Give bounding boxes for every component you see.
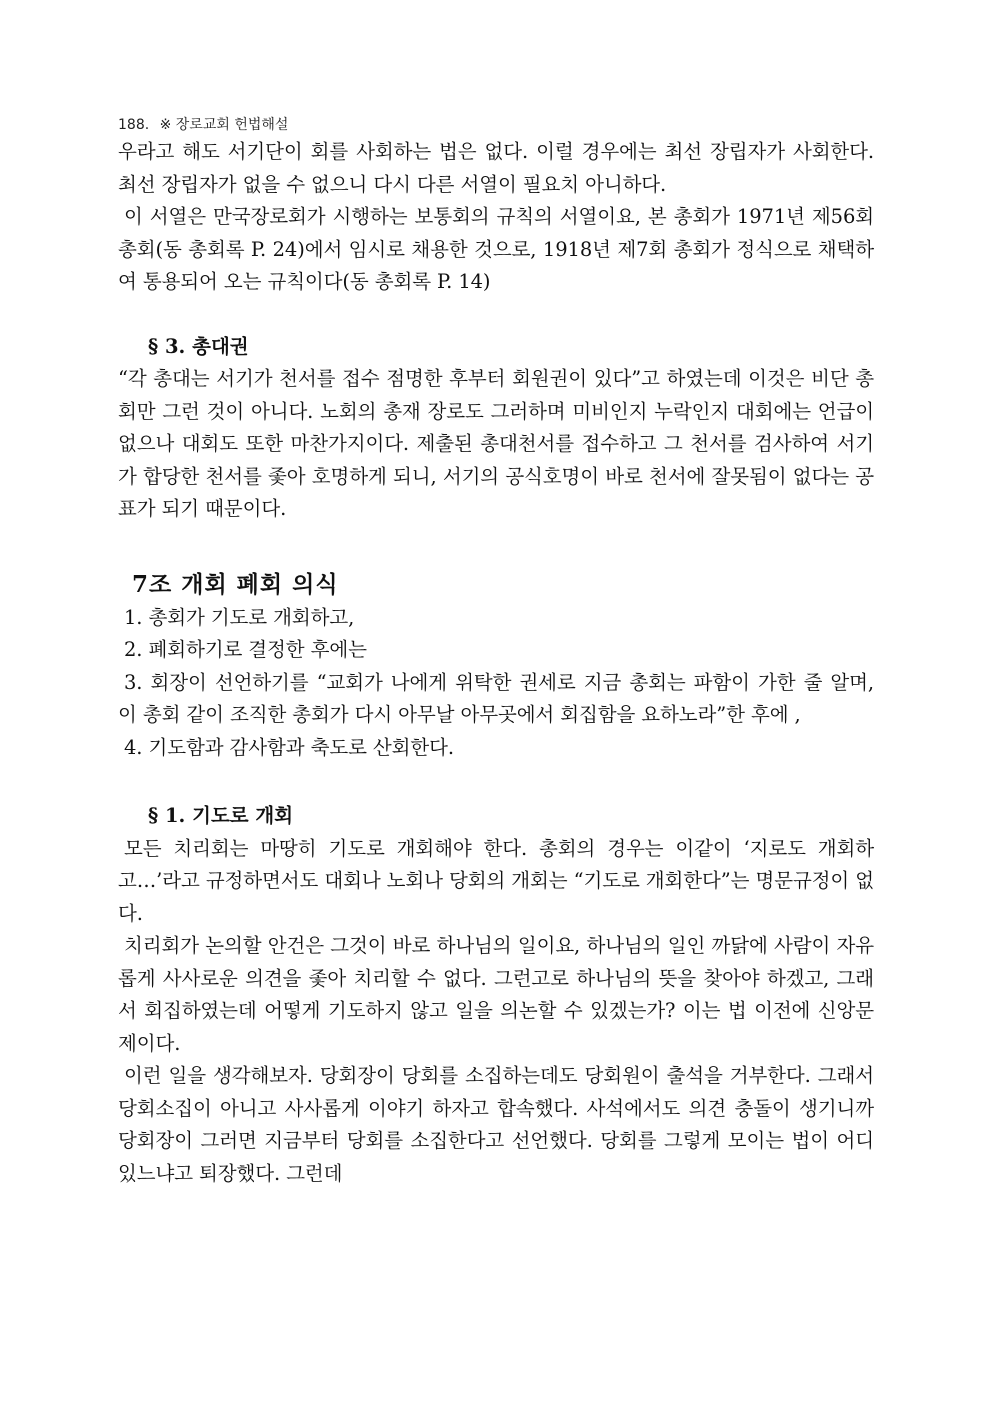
paragraph-prayer-opening-2: 치리회가 논의할 안건은 그것이 바로 하나님의 일이요, 하나님의 일인 까닭에 사람이 자유롭게 사사로운 의견을 좇아 치리할 수 없다. 그런고로 하나님의 뜻을 찾아야 하겠고, 그래서 회집하였는데 어떻게 기도하지 않고 일을 의논할 수 있겠는가? 이는 법 이전에 신앙문제이다.	[118, 934, 874, 1055]
paragraph-continuation: 우라고 해도 서기단이 회를 사회하는 법은 없다. 이럴 경우에는 최선 장립자가 사회한다. 최선 장립자가 없을 수 없으니 다시 다른 서열이 필요치 아니하다.	[118, 140, 874, 196]
running-head	[118, 116, 874, 136]
article-heading-opening-closing: 7조 개회 폐회 의식	[132, 570, 339, 598]
document-page	[118, 116, 874, 1190]
list-item: 2. 폐회하기로 결정한 후에는	[124, 638, 367, 661]
section-heading-prayer-opening: § 1. 기도로 개회	[148, 804, 294, 827]
list-item: 1. 총회가 기도로 개회하고,	[124, 605, 355, 629]
paragraph-delegate-rights: “각 총대는 서기가 천서를 접수 점명한 후부터 회원권이 있다”고 하였는데 이것은 비단 총회만 그런 것이 아니다. 노회의 총재 장로도 그러하며 미비인지 누락인지 대회에는 언급이 없으나 대회도 또한 마찬가지이다. 제출된 총대천서를 접수하고 그 천서를 검사하여 서기가 합당한 천서를 좇아 호명하게 되니, 서기의 공식호명이 바로 천서에 잘못됨이 없다는 공표가 되기 때문이다.	[118, 367, 874, 520]
list-item: 4. 기도함과 감사함과 축도로 산회한다.	[124, 735, 454, 759]
paragraph-order-rules: 이 서열은 만국장로회가 시행하는 보통회의 규칙의 서열이요, 본 총회가 1971년 제56회 총회(동 총회록 P. 24)에서 임시로 채용한 것으로, 1918년 제7회 총회가 정식으로 채택하여 통용되어 오는 규칙이다(동 총회록 P. 14)	[118, 205, 874, 293]
page-number: 188.	[118, 117, 150, 133]
paragraph-prayer-opening-1: 모든 치리회는 마땅히 기도로 개회해야 한다. 총회의 경우는 이같이 ‘지로도 개회하고…’라고 규정하면서도 대회나 노회나 당회의 개회는 “기도로 개회한다”는 명문규정이 없다.	[118, 836, 874, 925]
paragraph-prayer-opening-3: 이런 일을 생각해보자. 당회장이 당회를 소집하는데도 당회원이 출석을 거부한다. 그래서 당회소집이 아니고 사사롭게 이야기 하자고 합속했다. 사석에서도 의견 충돌이 생기니까 당회장이 그러면 지금부터 당회를 소집한다고 선언했다. 당회를 그렇게 모이는 법이 어디있느냐고 퇴장했다. 그런데	[118, 1064, 874, 1185]
running-head-title: ※ 장로교회 헌법해설	[159, 117, 289, 133]
section-heading-delegate-rights: § 3. 총대권	[148, 334, 249, 358]
list-item: 3. 회장이 선언하기를 “교회가 나에게 위탁한 권세로 지금 총회는 파함이 가한 줄 알며, 이 총회 같이 조직한 총회가 다시 아무날 아무곳에서 회집함을 요하노라”한 후에 ,	[118, 670, 874, 726]
